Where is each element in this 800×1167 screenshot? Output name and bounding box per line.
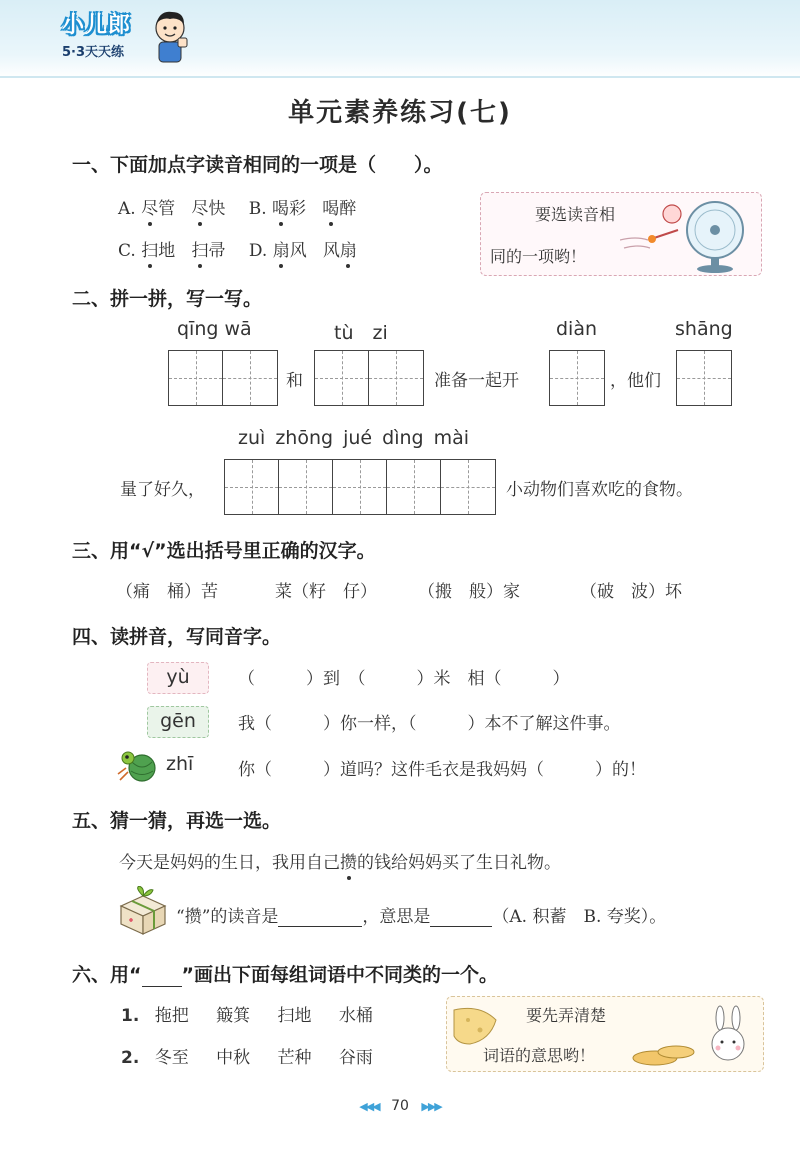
dotted-char: 扫 — [191, 236, 208, 261]
char: 彩 — [289, 199, 307, 219]
brand-name: 小儿郎 — [62, 13, 132, 38]
right-arrows-icon: ▶▶▶ — [421, 1100, 441, 1113]
char: 醉 — [339, 199, 357, 219]
word[interactable]: 冬至 — [154, 1048, 189, 1068]
char: 风 — [322, 241, 340, 261]
q4-title: 四、读拼音，写同音字。 — [72, 626, 282, 648]
page-number: 70 — [391, 1098, 409, 1114]
char: 快 — [208, 199, 226, 219]
q6-tip-line2: 词语的意思哟！ — [483, 1046, 596, 1065]
q6-tip-line1: 要先弄清楚 — [526, 1006, 607, 1025]
writing-cell[interactable] — [169, 351, 223, 405]
q2-text-he: 和 — [286, 371, 303, 391]
q2-pinyin-shang: shāng — [675, 318, 733, 340]
group-number: 1. — [121, 1006, 140, 1026]
writing-cell[interactable] — [677, 351, 731, 405]
fan-mascot-icon — [620, 196, 760, 274]
brand-subtitle: 5·3天天练 — [62, 45, 125, 60]
dotted-char: 尽 — [141, 194, 158, 219]
q2-grid-shang[interactable] — [676, 350, 732, 406]
q6-underline-sample — [142, 969, 182, 987]
title-part: ”画出下面每组词语中不同类的一个。 — [181, 964, 498, 986]
q5-sentence — [119, 848, 561, 873]
dotted-char: 尽 — [191, 194, 208, 219]
char: 地 — [158, 241, 176, 261]
q4-row-yu[interactable]: （ ）到 （ ）米 相（ ） — [238, 669, 570, 689]
dotted-char: 攒 — [340, 848, 357, 873]
q2-pinyin-zuizhong: zuì zhōng jué dìng mài — [238, 427, 470, 449]
dotted-char: 扫 — [141, 236, 158, 261]
dotted-char: 喝 — [272, 194, 289, 219]
word[interactable]: 水桶 — [338, 1006, 373, 1026]
word[interactable]: 芒种 — [277, 1048, 312, 1068]
q2-grid-zuizhong[interactable] — [224, 459, 496, 515]
q1-option-a — [118, 194, 225, 219]
writing-cell[interactable] — [225, 460, 279, 514]
yarn-frog-icon — [116, 744, 162, 784]
q2-text-mid: 准备一起开 — [434, 371, 519, 391]
q5-blank-meaning[interactable] — [430, 906, 492, 927]
word[interactable]: 扫地 — [277, 1006, 312, 1026]
q1-option-d — [249, 236, 357, 261]
option-letter: A. — [118, 199, 136, 219]
q2-text-after: 小动物们喜欢吃的食物。 — [506, 480, 693, 500]
page-title: 单元素养练习(七) — [288, 98, 512, 128]
title-part: 六、用“ — [72, 964, 142, 986]
q5-question — [176, 902, 666, 927]
option-letter: D. — [248, 241, 268, 261]
writing-cell[interactable] — [223, 351, 277, 405]
q2-text-before: 量了好久， — [120, 480, 205, 500]
question-part: ，意思是 — [362, 907, 431, 927]
q4-pinyin-zhi: zhī — [166, 753, 194, 775]
q1-options-row2 — [118, 236, 375, 261]
writing-cell[interactable] — [550, 351, 604, 405]
option-letter: B. — [248, 199, 267, 219]
q2-grid-qingwa[interactable] — [168, 350, 278, 406]
q2-pinyin-dian: diàn — [556, 318, 598, 340]
dotted-char: 扇 — [340, 236, 357, 261]
word[interactable]: 簸箕 — [216, 1006, 251, 1026]
sentence-part: 的钱给妈妈买了生日礼物。 — [357, 853, 561, 873]
question-part: （A. 积蓄 B. 夸奖）。 — [492, 907, 667, 927]
q5-blank-pronunciation[interactable] — [278, 906, 362, 927]
q1-options-row1 — [118, 194, 374, 219]
question-part: “攒”的读音是 — [176, 907, 279, 927]
q3-title: 三、用“√”选出括号里正确的汉字。 — [72, 540, 376, 562]
gift-box-icon — [115, 886, 171, 936]
sentence-part: 今天是妈妈的生日，我用自己 — [119, 853, 340, 873]
word[interactable]: 谷雨 — [338, 1048, 373, 1068]
q1-tip-line1: 要选读音相 — [535, 205, 616, 224]
boy-mascot-icon — [150, 8, 190, 64]
q6-title — [72, 960, 498, 987]
brand-logo — [62, 8, 131, 60]
char: 管 — [158, 199, 176, 219]
word[interactable]: 拖把 — [154, 1006, 189, 1026]
char: 帚 — [208, 241, 226, 261]
dotted-char: 扇 — [273, 236, 290, 261]
dotted-char: 喝 — [322, 194, 339, 219]
q3-item-1[interactable]: （痛 桶）苦 — [116, 582, 218, 602]
writing-cell[interactable] — [333, 460, 387, 514]
q4-pinyin-yu: yù — [147, 662, 209, 694]
q5-title: 五、猜一猜，再选一选。 — [72, 810, 282, 832]
writing-cell[interactable] — [279, 460, 333, 514]
q2-grid-tuzi[interactable] — [314, 350, 424, 406]
q4-row-zhi[interactable]: 你（ ）道吗？这件毛衣是我妈妈（ ）的！ — [238, 760, 646, 780]
q1-title: 一、下面加点字读音相同的一项是（ ）。 — [72, 154, 443, 176]
option-letter: C. — [118, 241, 136, 261]
q1-option-b — [249, 194, 357, 219]
group-number: 2. — [121, 1048, 140, 1068]
q2-pinyin-tuzi: tù zi — [334, 322, 388, 344]
page-footer — [0, 1098, 800, 1114]
q1-option-c — [118, 236, 225, 261]
q4-pinyin-gen: gēn — [147, 706, 209, 738]
q3-item-3[interactable]: （搬 般）家 — [418, 582, 520, 602]
q2-pinyin-qingwa: qīng wā — [177, 318, 252, 340]
writing-cell[interactable] — [387, 460, 441, 514]
writing-cell[interactable] — [315, 351, 369, 405]
writing-cell[interactable] — [369, 351, 423, 405]
q3-item-4[interactable]: （破 波）坏 — [580, 582, 682, 602]
q1-tip-line2: 同的一项哟！ — [490, 247, 587, 266]
q2-text-comma: ，他们 — [610, 371, 661, 391]
word[interactable]: 中秋 — [216, 1048, 251, 1068]
q4-row-gen[interactable]: 我（ ）你一样，（ ）本不了解这件事。 — [238, 714, 621, 734]
writing-cell[interactable] — [441, 460, 495, 514]
q2-grid-dian[interactable] — [549, 350, 605, 406]
q3-item-2[interactable]: 菜（籽 仔） — [275, 582, 377, 602]
q2-title: 二、拼一拼，写一写。 — [72, 288, 263, 310]
q6-group-2 — [121, 1043, 373, 1068]
char: 风 — [289, 241, 307, 261]
left-arrows-icon: ◀◀◀ — [359, 1100, 379, 1113]
q6-group-1 — [121, 1001, 373, 1026]
